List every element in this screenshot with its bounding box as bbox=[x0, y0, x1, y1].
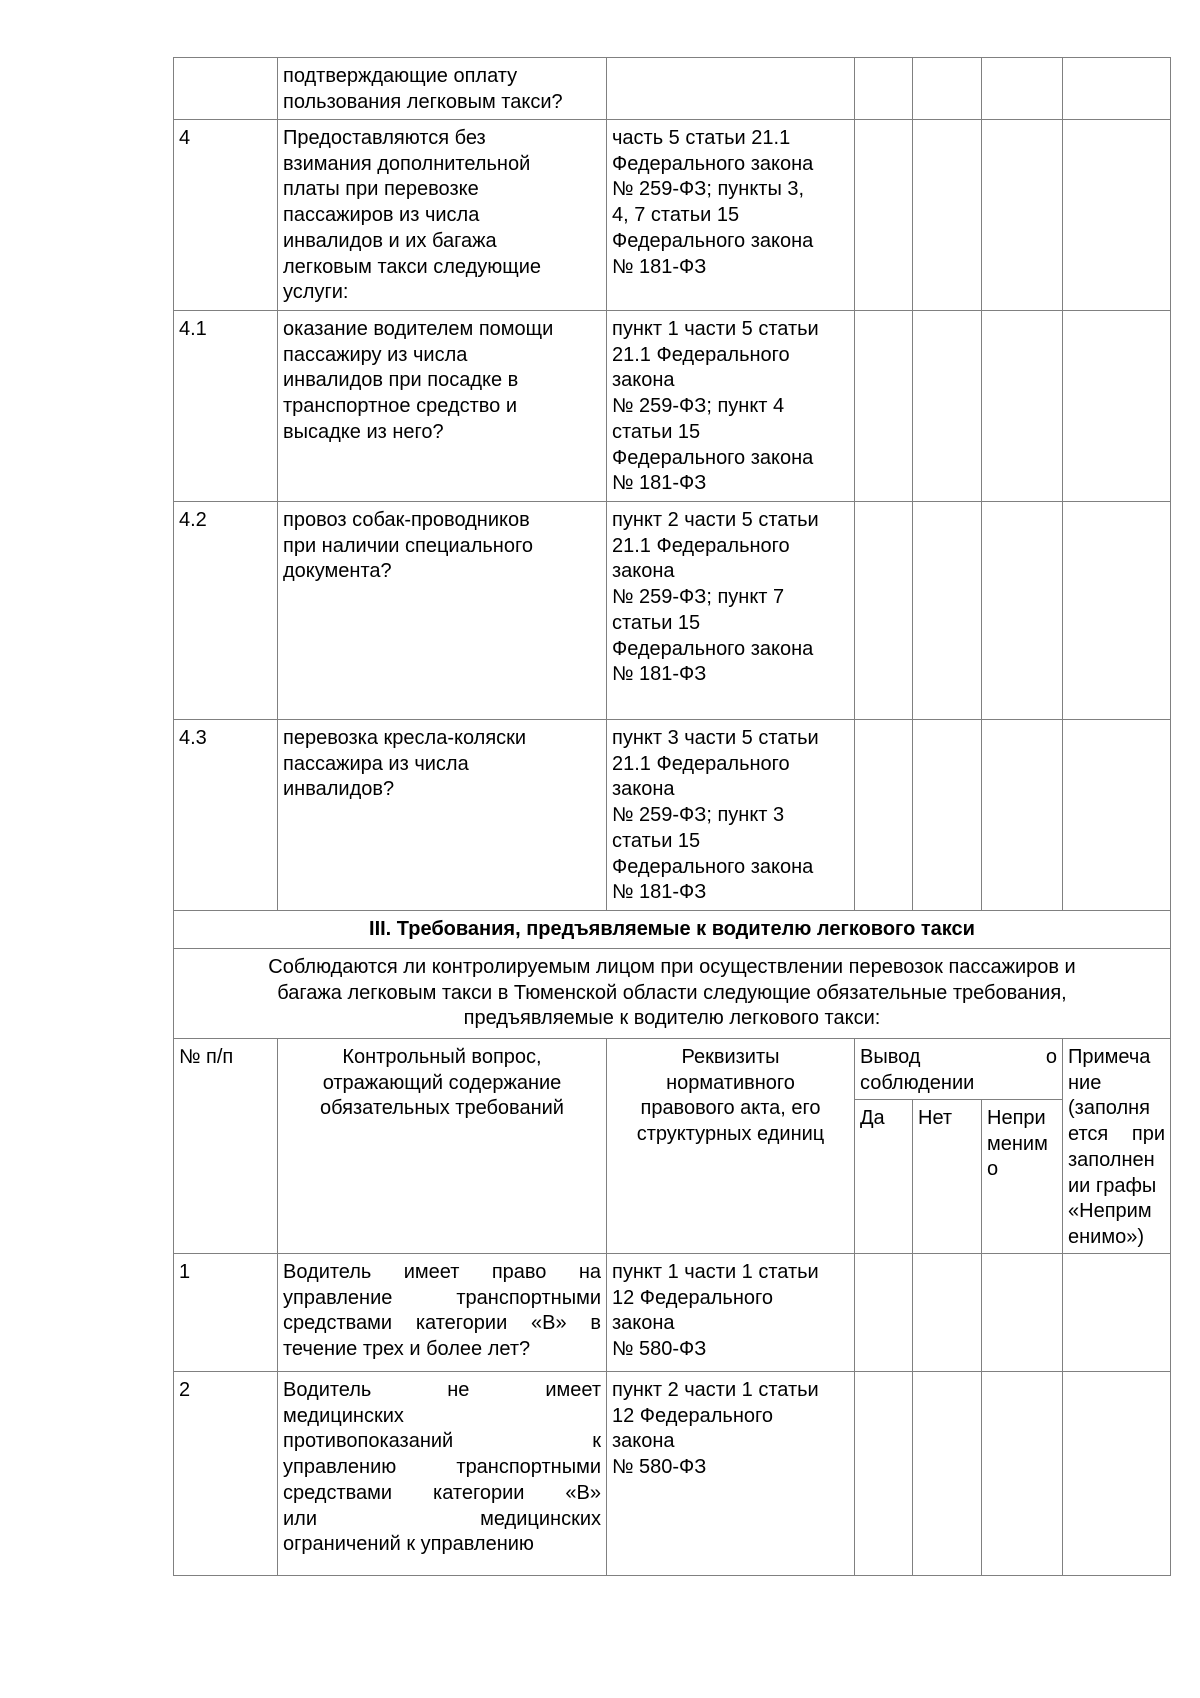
requisites-line: № 181-ФЗ bbox=[612, 255, 707, 278]
table-row bbox=[174, 1254, 1171, 1372]
header-note-line: (заполня bbox=[1068, 1097, 1151, 1120]
requisites-line: № 181-ФЗ bbox=[612, 881, 707, 904]
top-rows bbox=[174, 58, 1171, 911]
requisites-line: Федерального закона bbox=[612, 446, 814, 469]
requisites-line: Федерального закона bbox=[612, 855, 814, 878]
requisites-line: № 580-ФЗ bbox=[612, 1456, 707, 1479]
answer-na-cell bbox=[982, 58, 1063, 120]
header-yes: Да bbox=[855, 1100, 913, 1254]
header-note-line: ние bbox=[1068, 1071, 1102, 1094]
requisites-line: № 580-ФЗ bbox=[612, 1338, 707, 1361]
note-cell bbox=[1063, 1254, 1171, 1372]
row-question bbox=[278, 120, 607, 311]
row-question bbox=[278, 311, 607, 502]
section-intro bbox=[174, 949, 1171, 1039]
question-line: ограничений к управлению bbox=[283, 1533, 534, 1556]
question-line: течение трех и более лет? bbox=[283, 1338, 531, 1361]
row-number: 2 bbox=[174, 1372, 278, 1576]
question-line: платы при перевозке bbox=[283, 178, 479, 201]
requisites-line: пункт 1 части 5 статьи bbox=[612, 318, 819, 340]
question-line: пассажиру из числа bbox=[283, 343, 468, 366]
question-line: инвалидов при посадке в bbox=[283, 369, 519, 392]
question-line: Водитель имеет право на bbox=[283, 1261, 601, 1283]
question-line: транспортное средство и bbox=[283, 395, 517, 418]
row-number: 4.1 bbox=[174, 311, 278, 502]
header-note-line: заполнен bbox=[1068, 1148, 1155, 1171]
intro-line: Соблюдаются ли контролируемым лицом при осуществлении перевозок пассажиров и bbox=[268, 956, 1076, 978]
requisites-line: Федерального закона bbox=[612, 152, 814, 175]
table-row bbox=[174, 120, 1171, 311]
header-question-line: обязательных требований bbox=[320, 1097, 564, 1120]
header-note-line: «Неприм bbox=[1068, 1200, 1152, 1223]
table-row bbox=[174, 1372, 1171, 1576]
header-vyvod bbox=[855, 1039, 1063, 1100]
requisites-line: № 259-ФЗ; пункт 7 bbox=[612, 586, 785, 609]
row-requisites bbox=[607, 311, 855, 502]
header-requisites bbox=[607, 1039, 855, 1254]
row-number: 4.2 bbox=[174, 502, 278, 720]
answer-yes-cell bbox=[855, 1254, 913, 1372]
row-question bbox=[278, 720, 607, 911]
answer-na-cell bbox=[982, 502, 1063, 720]
question-line: услуги: bbox=[283, 281, 349, 304]
requisites-line: 21.1 Федерального bbox=[612, 534, 790, 557]
table-row bbox=[174, 58, 1171, 120]
row-question bbox=[278, 1254, 607, 1372]
header-note-line: енимо») bbox=[1068, 1225, 1144, 1248]
answer-yes-cell bbox=[855, 720, 913, 911]
bottom-rows bbox=[174, 1254, 1171, 1576]
requisites-line: Федерального закона bbox=[612, 229, 814, 252]
header-na-line: о bbox=[987, 1158, 999, 1181]
requisites-line: пункт 2 части 1 статьи bbox=[612, 1379, 819, 1401]
requisites-line: Федерального закона bbox=[612, 637, 814, 660]
requisites-line: закона bbox=[612, 778, 675, 801]
requisites-line: закона bbox=[612, 369, 675, 392]
question-line: пассажиров из числа bbox=[283, 204, 480, 227]
answer-no-cell bbox=[913, 1254, 982, 1372]
header-requisites-line: структурных единиц bbox=[636, 1123, 825, 1146]
header-question-line: Контрольный вопрос, bbox=[342, 1046, 542, 1068]
row-requisites bbox=[607, 1254, 855, 1372]
requisites-line: пункт 2 части 5 статьи bbox=[612, 509, 819, 531]
question-line: высадке из него? bbox=[283, 420, 444, 443]
row-number bbox=[174, 58, 278, 120]
row-number: 1 bbox=[174, 1254, 278, 1372]
table-row bbox=[174, 311, 1171, 502]
question-line: управление транспортными bbox=[283, 1286, 601, 1309]
note-cell bbox=[1063, 720, 1171, 911]
header-requisites-line: нормативного bbox=[666, 1071, 795, 1094]
answer-na-cell bbox=[982, 1372, 1063, 1576]
requisites-line: № 181-ФЗ bbox=[612, 663, 707, 686]
answer-yes-cell bbox=[855, 311, 913, 502]
table-row bbox=[174, 502, 1171, 720]
answer-yes-cell bbox=[855, 502, 913, 720]
header-requisites-line: Реквизиты bbox=[681, 1046, 780, 1068]
question-line: оказание водителем помощи bbox=[283, 318, 554, 340]
row-requisites bbox=[607, 1372, 855, 1576]
answer-na-cell bbox=[982, 120, 1063, 311]
requisites-line: пункт 1 части 1 статьи bbox=[612, 1261, 819, 1283]
note-cell bbox=[1063, 120, 1171, 311]
question-line: пассажира из числа bbox=[283, 752, 469, 775]
requisites-line: пункт 3 части 5 статьи bbox=[612, 727, 819, 749]
answer-no-cell bbox=[913, 311, 982, 502]
question-line: взимания дополнительной bbox=[283, 152, 531, 175]
header-no: Нет bbox=[913, 1100, 982, 1254]
intro-line: предъявляемые к водителю легкового такси: bbox=[463, 1007, 881, 1030]
header-note bbox=[1063, 1039, 1171, 1254]
note-cell bbox=[1063, 311, 1171, 502]
table-row bbox=[174, 720, 1171, 911]
header-note-line: Примеча bbox=[1068, 1046, 1151, 1068]
requisites-line: статьи 15 bbox=[612, 420, 701, 443]
requisites-line: закона bbox=[612, 560, 675, 583]
header-na-line: меним bbox=[987, 1132, 1048, 1155]
row-number: 4 bbox=[174, 120, 278, 311]
requisites-line: 4, 7 статьи 15 bbox=[612, 204, 740, 227]
answer-yes-cell bbox=[855, 120, 913, 311]
header-question bbox=[278, 1039, 607, 1254]
answer-no-cell bbox=[913, 1372, 982, 1576]
header-na-line: Непри bbox=[987, 1107, 1046, 1129]
question-line: провоз собак-проводников bbox=[283, 509, 530, 531]
header-note-line: ии графы bbox=[1068, 1174, 1157, 1197]
note-cell bbox=[1063, 502, 1171, 720]
answer-no-cell bbox=[913, 120, 982, 311]
answer-yes-cell bbox=[855, 58, 913, 120]
question-line: противопоказаний к bbox=[283, 1430, 601, 1453]
requisites-line: статьи 15 bbox=[612, 611, 701, 634]
header-vyvod-right: о bbox=[1045, 1046, 1057, 1068]
row-question bbox=[278, 1372, 607, 1576]
header-requisites-line: правового акта, его bbox=[640, 1097, 821, 1120]
requisites-line: статьи 15 bbox=[612, 829, 701, 852]
requisites-line: закона bbox=[612, 1430, 675, 1453]
intro-line: багажа легковым такси в Тюменской области следующие обязательные требования, bbox=[277, 981, 1067, 1004]
requisites-line: 21.1 Федерального bbox=[612, 752, 790, 775]
question-line: средствами категории «В» в bbox=[283, 1312, 601, 1335]
question-line: средствами категории «В» bbox=[283, 1481, 601, 1504]
answer-no-cell bbox=[913, 720, 982, 911]
question-line: или медицинских bbox=[283, 1507, 601, 1530]
row-question bbox=[278, 502, 607, 720]
requisites-line: № 259-ФЗ; пункт 4 bbox=[612, 395, 785, 418]
answer-no-cell bbox=[913, 58, 982, 120]
answer-na-cell bbox=[982, 1254, 1063, 1372]
row-requisites bbox=[607, 58, 855, 120]
header-vyvod-line2: соблюдении bbox=[860, 1071, 975, 1094]
question-line: подтверждающие оплату bbox=[283, 65, 518, 87]
note-cell bbox=[1063, 1372, 1171, 1576]
question-line: управлению транспортными bbox=[283, 1456, 601, 1479]
answer-no-cell bbox=[913, 502, 982, 720]
answer-yes-cell bbox=[855, 1372, 913, 1576]
row-requisites bbox=[607, 502, 855, 720]
question-line: инвалидов и их багажа bbox=[283, 229, 497, 252]
header-vyvod-left: Вывод bbox=[860, 1046, 921, 1068]
requisites-line: № 259-ФЗ; пункт 3 bbox=[612, 804, 785, 827]
requisites-line: часть 5 статьи 21.1 bbox=[612, 127, 791, 149]
requisites-line: № 259-ФЗ; пункты 3, bbox=[612, 178, 805, 201]
question-line: легковым такси следующие bbox=[283, 255, 542, 278]
requisites-line: 12 Федерального bbox=[612, 1286, 773, 1309]
note-cell bbox=[1063, 58, 1171, 120]
header-num: № п/п bbox=[174, 1039, 278, 1254]
section-block bbox=[174, 911, 1171, 1254]
question-line: перевозка кресла-коляски bbox=[283, 727, 527, 749]
question-line: при наличии специального bbox=[283, 534, 533, 557]
question-line: Предоставляются без bbox=[283, 127, 486, 149]
question-line: Водитель не имеет bbox=[283, 1379, 601, 1401]
header-question-line: отражающий содержание bbox=[322, 1071, 562, 1094]
row-question bbox=[278, 58, 607, 120]
section-title: III. Требования, предъявляемые к водителю легкового такси bbox=[174, 911, 1171, 949]
question-line: пользования легковым такси? bbox=[283, 90, 563, 113]
requisites-line: 12 Федерального bbox=[612, 1404, 773, 1427]
checklist-table bbox=[173, 57, 1171, 1576]
requisites-line: 21.1 Федерального bbox=[612, 343, 790, 366]
row-number: 4.3 bbox=[174, 720, 278, 911]
question-line: медицинских bbox=[283, 1404, 404, 1427]
requisites-line: № 181-ФЗ bbox=[612, 472, 707, 495]
row-requisites bbox=[607, 120, 855, 311]
question-line: документа? bbox=[283, 560, 392, 583]
header-na bbox=[982, 1100, 1063, 1254]
requisites-line: закона bbox=[612, 1312, 675, 1335]
answer-na-cell bbox=[982, 720, 1063, 911]
question-line: инвалидов? bbox=[283, 778, 395, 801]
header-note-line: ется при bbox=[1068, 1123, 1165, 1146]
row-requisites bbox=[607, 720, 855, 911]
answer-na-cell bbox=[982, 311, 1063, 502]
